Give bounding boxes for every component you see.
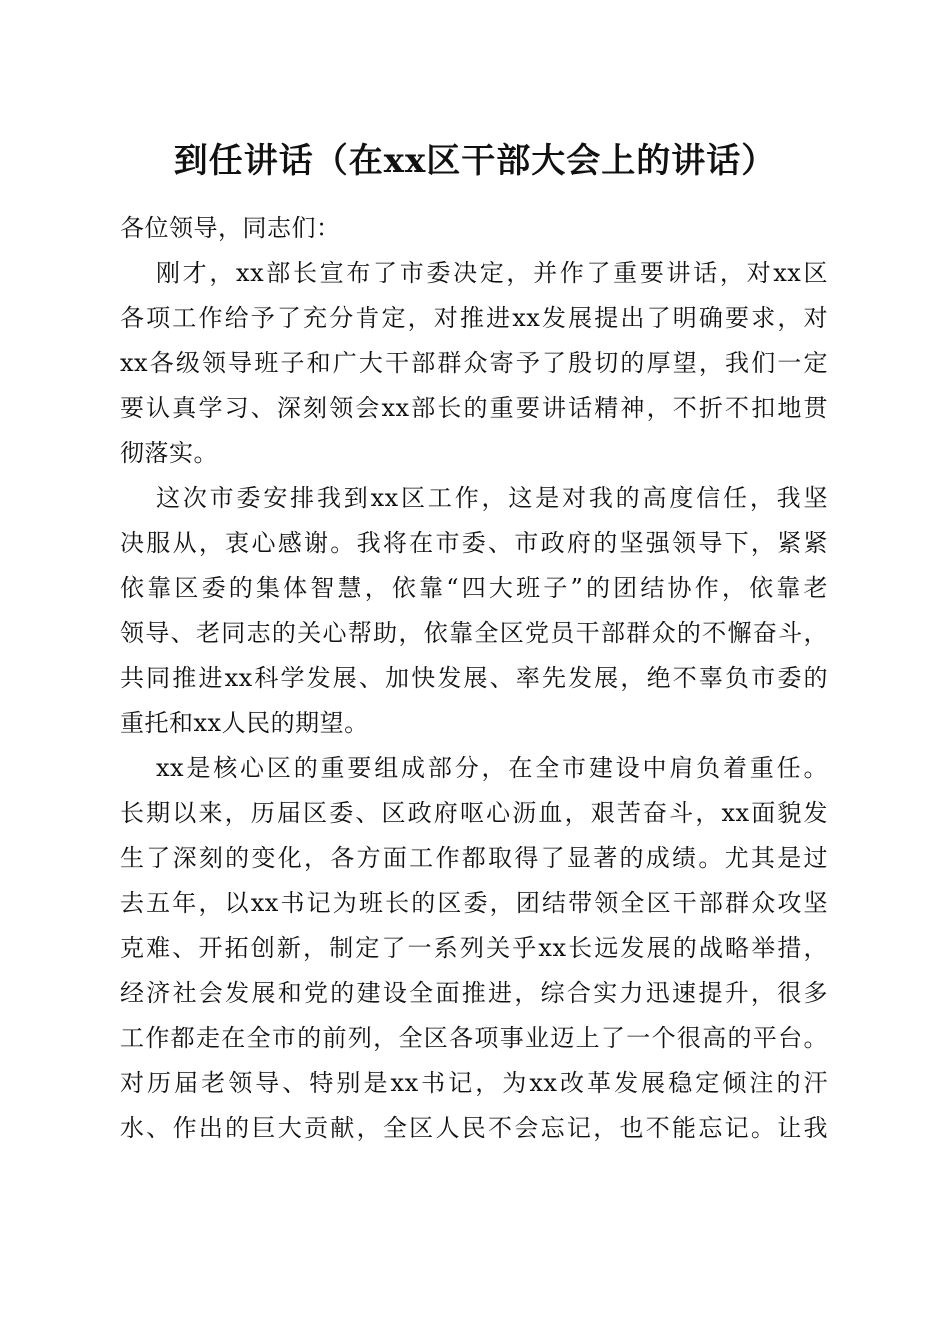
text-line: 这次市委安排我到xx区工作，这是对我的高度信任，我坚: [156, 484, 828, 512]
text-line: 决服从，衷心感谢。我将在市委、市政府的坚强领导下，紧紧: [120, 529, 828, 557]
text-line: 各项工作给予了充分肯定，对推进xx发展提出了明确要求，对: [120, 304, 828, 332]
text-line: xx各级领导班子和广大干部群众寄予了殷切的厚望，我们一定: [120, 349, 828, 377]
text-line: 水、作出的巨大贡献，全区人民不会忘记，也不能忘记。让我: [120, 1114, 828, 1142]
text-line: 各位领导，同志们：: [120, 214, 341, 242]
document-title: 到任讲话（在xx区干部大会上的讲话）: [173, 141, 777, 181]
text-line: xx是核心区的重要组成部分，在全市建设中肩负着重任。: [156, 754, 828, 782]
text-line: 刚才，xx部长宣布了市委决定，并作了重要讲话，对xx区: [156, 259, 828, 287]
text-line: 去五年，以xx书记为班长的区委，团结带领全区干部群众攻坚: [120, 889, 828, 917]
text-line: 长期以来，历届区委、区政府呕心沥血，艰苦奋斗，xx面貌发: [120, 799, 828, 827]
text-line: 经济社会发展和党的建设全面推进，综合实力迅速提升，很多: [120, 979, 828, 1007]
text-line: 依靠区委的集体智慧，依靠“四大班子”的团结协作，依靠老: [120, 574, 828, 602]
text-line: 共同推进xx科学发展、加快发展、率先发展，绝不辜负市委的: [120, 664, 828, 692]
text-line: 重托和xx人民的期望。: [120, 709, 369, 737]
text-line: 生了深刻的变化，各方面工作都取得了显著的成绩。尤其是过: [120, 844, 828, 872]
text-line: 工作都走在全市的前列，全区各项事业迈上了一个很高的平台。: [120, 1024, 828, 1052]
document-body: [120, 206, 828, 1151]
text-line: 彻落实。: [120, 439, 218, 467]
text-line: 克难、开拓创新，制定了一系列关乎xx长远发展的战略举措，: [120, 934, 828, 962]
text-line: 要认真学习、深刻领会xx部长的重要讲话精神，不折不扣地贯: [120, 394, 828, 422]
text-line: 对历届老领导、特别是xx书记，为xx改革发展稳定倾注的汗: [120, 1069, 828, 1097]
text-line: 领导、老同志的关心帮助，依靠全区党员干部群众的不懈奋斗，: [120, 619, 828, 647]
